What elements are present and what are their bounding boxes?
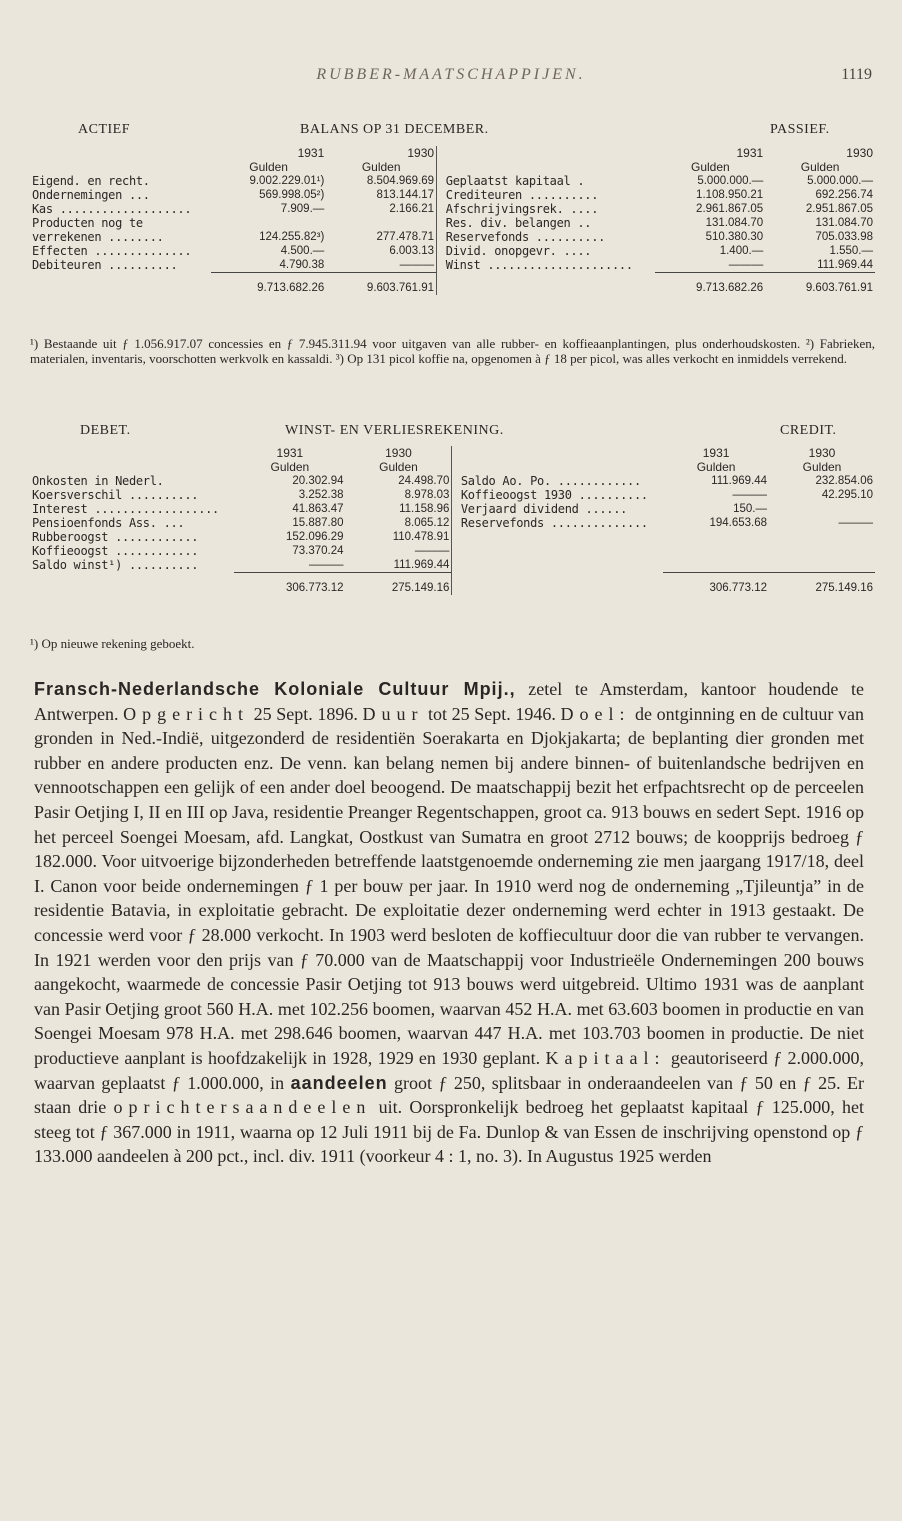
unit-label: Gulden [802, 460, 842, 474]
row-label-right: Afschrijvingsrek. .... [445, 202, 599, 216]
unit-label: Gulden [249, 160, 288, 174]
value-right-1931: 510.380.30 [705, 231, 764, 243]
value-left-1931: 73.370.24 [292, 545, 344, 557]
debet-label: DEBET. [80, 423, 131, 438]
ledger-row [30, 544, 875, 558]
row-label-right [459, 558, 663, 573]
value-right-1931: ——— [732, 489, 768, 501]
value-right-1930: 705.033.98 [815, 231, 873, 243]
year-1930: 1930 [846, 146, 873, 160]
row-label-right [459, 544, 663, 558]
value-left-1931: 15.887.80 [292, 517, 344, 529]
year-1931: 1931 [736, 146, 764, 160]
value-right-1931 [663, 544, 769, 558]
year-1930: 1930 [407, 146, 435, 160]
value-left-1930: ——— [414, 545, 450, 557]
value-right-1931: 194.653.68 [709, 517, 768, 529]
row-label-right: Verjaard dividend ...... [460, 502, 628, 516]
article-text: tot 25 Sept. 1946. [423, 703, 561, 724]
column-divider [452, 558, 459, 573]
value-right-1931: 1.400.— [719, 245, 764, 257]
row-label-left: Koersverschil .......... [32, 488, 199, 502]
value-left-1930: 110.478.91 [392, 531, 450, 543]
row-label-left: Effecten .............. [32, 244, 192, 258]
running-header [0, 66, 902, 92]
unit-label: Gulden [361, 160, 401, 174]
column-divider [452, 516, 459, 530]
value-left-1930: 8.065.12 [404, 517, 450, 529]
article-text: 25 Sept. 1896. [249, 703, 363, 724]
value-left-1931: 4.790.38 [279, 259, 325, 271]
balans-table [30, 146, 875, 295]
row-label-right: Winst ..................... [445, 258, 633, 272]
row-label-right: Reservefonds .............. [460, 516, 648, 530]
ledger-row [30, 558, 875, 573]
value-left-1931: 7.909.— [280, 203, 325, 215]
value-left-1930: 2.166.21 [389, 203, 435, 215]
value-right-1930 [769, 558, 875, 573]
value-left-1930: 8.504.969.69 [366, 175, 435, 187]
ledger-row [30, 188, 875, 202]
row-label-right: Koffieoogst 1930 .......... [460, 488, 648, 502]
balans-heading [30, 122, 875, 140]
value-right-1931: 131.084.70 [705, 217, 764, 229]
value-right-1930: 42.295.10 [821, 489, 873, 501]
winst-title: WINST- EN VERLIESREKENING. [285, 423, 504, 438]
value-right-1930: ——— [838, 517, 873, 529]
value-right-1930: 692.256.74 [815, 189, 873, 201]
kapitaal-label: Kapitaal: [545, 1047, 666, 1068]
column-divider [437, 174, 444, 188]
winst-heading [30, 423, 875, 441]
duur-label: Duur [362, 703, 424, 724]
winst-unit-row [30, 460, 875, 474]
balans-rows [30, 174, 875, 273]
row-label-left: Kas ................... [32, 202, 192, 216]
value-left-1930: 813.144.17 [376, 189, 435, 201]
row-label-right: Crediteuren .......... [445, 188, 599, 202]
ledger-row [30, 244, 875, 258]
value-right-1930: 111.969.44 [817, 259, 873, 271]
value-right-1931: 5.000.000.— [697, 175, 764, 187]
value-left-1931: 124.255.82³) [259, 231, 325, 243]
value-left-1931: 41.863.47 [292, 503, 344, 515]
ledger-row [30, 502, 875, 516]
article-text: zetel te Amsterdam, kantoor houdende te Antwerpen. [34, 679, 864, 724]
value-right-1931: 2.961.867.05 [696, 203, 764, 215]
balans-unit-row [30, 160, 875, 174]
row-label-left: Onkosten in Nederl. [32, 474, 164, 488]
value-right-1930: 232.854.06 [815, 475, 873, 487]
column-divider [452, 544, 459, 558]
value-left-1930: ——— [399, 259, 435, 271]
ledger-row [30, 216, 875, 230]
row-label-right: Reservefonds .......... [445, 230, 606, 244]
value-left-1930: 277.478.71 [376, 231, 435, 243]
total-passief-1931: 9.713.682.26 [655, 273, 765, 296]
opgericht-label: Opgericht [123, 703, 250, 724]
row-label-left: Koffieoogst ............ [32, 544, 199, 558]
value-left-1930: 111.969.44 [393, 559, 450, 571]
ledger-row [30, 516, 875, 530]
row-label-right: Divid. onopgevr. .... [445, 244, 592, 258]
row-label-right: Geplaatst kapitaal . [445, 174, 585, 188]
value-left-1931: 3.252.38 [298, 489, 344, 501]
article-text: de ontginning en de cultuur van gronden in Ned.-Indië, uitgezonderd de residentiën Soerakarta en Djokjakarta; de beplanting dier gronden met rubber en andere producten enz. De venn. kan belang nemen bij andere binnen- of buitenlandsche bedrijven en vennootschappen een gelijk of een ander doel beoogend. De maatschappij bezit het erfpachtsrecht op de perceelen Pasir Oetjing I, II en III op Java, residentie Preanger Regentschappen, groot ca. 913 bouws en sedert Sept. 1916 op het perceel Soengei Moesam, afd. Langkat, Oostkust van Sumatra en groot 2712 bouws; de koopprijs bedroeg ƒ 182.000. Voor uitvoerige bijzonderheden betreffende laatstgenoemde onderneming zie men jaargang 1917/18, deel I. Canon voor beide ondernemingen ƒ 1 per bouw per jaar. In 1910 werd nog de onderneming „Tjileuntja” in de residentie Batavia, in exploitatie gebracht. De exploitatie dezer onderneming werd echter in 1913 gestaakt. De concessie werd voor ƒ 28.000 verkocht. In 1903 werd besloten de koffiecultuur door die van rubber te vervangen. In 1921 werden voor den prijs van ƒ 70.000 van de Maatschappij voor Industrieële Ondernemingen 200 bouws aangekocht, waarmede de concessie Pasir Oetjing tot 913 bouws werd uitgebreid. Ultimo 1931 was de aanplant van Pasir Oetjing groot 560 H.A. met 102.256 boomen, waarvan 452 H.A. met 63.603 boomen in productie en van Soengei Moesam 978 H.A. met 298.646 boomen, waarvan 447 H.A. met 103.703 boomen in productie. De niet productieve aanplant is hoofdzakelijk in 1928, 1929 en 1930 geplant. [34, 703, 864, 1068]
year-1930: 1930 [808, 446, 836, 460]
value-left-1931 [211, 216, 326, 230]
row-label-right: Res. div. belangen .. [445, 216, 592, 230]
value-right-1930 [769, 530, 875, 544]
year-1930: 1930 [385, 446, 412, 460]
unit-label: Gulden [690, 160, 730, 174]
row-label-right: Saldo Ao. Po. ............ [460, 474, 641, 488]
balans-footnote: ¹) Bestaande uit ƒ 1.056.917.07 concessies en ƒ 7.945.311.94 voor uitgaven van alle rubber- en koffieaanplantingen, plus onderhoudskosten. ²) Fabrieken, materialen, inventaris, voorschotten werkvolk en kassaldi. ³) Op 131 picol koffie na, opgenomen à ƒ 18 per picol, was alles verkocht en inmiddels verrekend. [30, 336, 875, 366]
value-left-1931: 20.302.94 [292, 475, 344, 487]
column-divider [437, 188, 444, 202]
unit-label: Gulden [379, 460, 418, 474]
row-label-left: Pensioenfonds Ass. ... [32, 516, 185, 530]
row-label-left: Ondernemingen ... [32, 188, 150, 202]
total-actief-1931: 9.713.682.26 [211, 273, 326, 296]
value-left-1931: 152.096.29 [285, 531, 344, 543]
ledger-row [30, 258, 875, 273]
article-text: groot ƒ 250, splitsbaar in onderaandeelen van ƒ 50 en ƒ 25. Er staan drie [34, 1072, 864, 1118]
value-left-1931: ——— [309, 559, 344, 571]
winst-table [30, 446, 875, 595]
value-left-1931: 569.998.05²) [259, 189, 325, 201]
row-label-left: Eigend. en recht. [32, 174, 150, 188]
aandeelen-label: aandeelen [290, 1072, 388, 1093]
passief-label: PASSIEF. [770, 122, 830, 137]
row-label-left: Producten nog te [32, 216, 143, 230]
unit-label: Gulden [800, 160, 840, 174]
article-text: uit. Oorspronkelijk bedroeg het geplaatst kapitaal ƒ 125.000, het steeg tot ƒ 367.000 in 1911, waarna op 12 Juli 1911 bij de Fa. Dunlop & van Essen de inschrijving openstond op ƒ 133.000 aandeelen à 200 pct., incl. div. 1911 (voorkeur 4 : 1, no. 3). In Augustus 1925 werden [34, 1097, 865, 1167]
value-left-1930 [326, 216, 436, 230]
row-label-left: Rubberoogst ............ [32, 530, 199, 544]
credit-label: CREDIT. [780, 423, 837, 438]
row-label-left: Interest .................. [32, 502, 219, 516]
column-divider [437, 258, 444, 273]
balans-title: BALANS OP 31 DECEMBER. [300, 122, 489, 137]
unit-label: Gulden [270, 460, 310, 474]
year-1931: 1931 [297, 146, 325, 160]
total-credit-1930: 275.149.16 [769, 573, 875, 596]
value-right-1931: 150.— [733, 503, 768, 515]
column-divider [437, 230, 444, 244]
column-divider [437, 216, 444, 230]
ledger-row [30, 474, 875, 488]
year-1931: 1931 [276, 446, 304, 460]
winst-year-row [30, 446, 875, 460]
company-article [34, 677, 864, 1169]
ledger-row [30, 230, 875, 244]
section-title: RUBBER-MAATSCHAPPIJEN. [316, 66, 586, 83]
column-divider [452, 530, 459, 544]
ledger-row [30, 202, 875, 216]
column-divider [437, 202, 444, 216]
page-number: 1119 [841, 66, 872, 83]
value-right-1930: 5.000.000.— [807, 175, 873, 187]
value-right-1931 [663, 530, 769, 544]
value-right-1930 [769, 502, 875, 516]
year-1931: 1931 [702, 446, 730, 460]
value-right-1930: 2.951.867.05 [805, 203, 873, 215]
total-actief-1930: 9.603.761.91 [326, 273, 436, 296]
total-debet-1931: 306.773.12 [234, 573, 345, 596]
doel-label: Doel: [560, 703, 631, 724]
value-right-1930: 131.084.70 [815, 217, 873, 229]
article-text: geautoriseerd ƒ 2.000.000, waarvan geplaatst ƒ 1.000.000, in [34, 1047, 865, 1093]
ledger-row [30, 488, 875, 502]
value-right-1931: 111.969.44 [711, 475, 768, 487]
value-right-1930: 1.550.— [829, 245, 873, 257]
value-right-1931 [663, 558, 769, 573]
column-divider [452, 474, 459, 488]
row-label-left: Saldo winst¹) .......... [32, 558, 199, 572]
ledger-row [30, 530, 875, 544]
value-left-1930: 24.498.70 [398, 475, 450, 487]
value-right-1930 [769, 544, 875, 558]
row-label-right [459, 530, 663, 544]
article-paragraph [34, 677, 864, 1169]
value-right-1931: 1.108.950.21 [696, 189, 764, 201]
balans-year-row [30, 146, 875, 160]
value-left-1930: 8.978.03 [404, 489, 450, 501]
total-passief-1930: 9.603.761.91 [765, 273, 875, 296]
company-name: Fransch-Nederlandsche Koloniale Cultuur Mpij., [34, 679, 516, 699]
unit-label: Gulden [696, 460, 736, 474]
oprichtersaandeelen-label: oprichtersaandeelen [113, 1097, 372, 1118]
column-divider [452, 502, 459, 516]
value-left-1931: 4.500.— [280, 245, 325, 257]
row-label-left: verrekenen ........ [32, 230, 164, 244]
column-divider [437, 244, 444, 258]
ledger-row [30, 174, 875, 188]
winst-rows [30, 474, 875, 573]
value-left-1930: 11.158.96 [399, 503, 450, 515]
winst-footnote: ¹) Op nieuwe rekening geboekt. [30, 636, 195, 651]
actief-label: ACTIEF [78, 122, 130, 137]
value-left-1930: 6.003.13 [389, 245, 435, 257]
value-left-1931: 9.002.229.01¹) [249, 175, 325, 187]
total-credit-1931: 306.773.12 [663, 573, 769, 596]
value-right-1931: ——— [728, 259, 764, 271]
balans-total-row [30, 273, 875, 296]
winst-total-row [30, 573, 875, 596]
column-divider [452, 488, 459, 502]
total-debet-1930: 275.149.16 [346, 573, 452, 596]
row-label-left: Debiteuren .......... [32, 258, 178, 272]
